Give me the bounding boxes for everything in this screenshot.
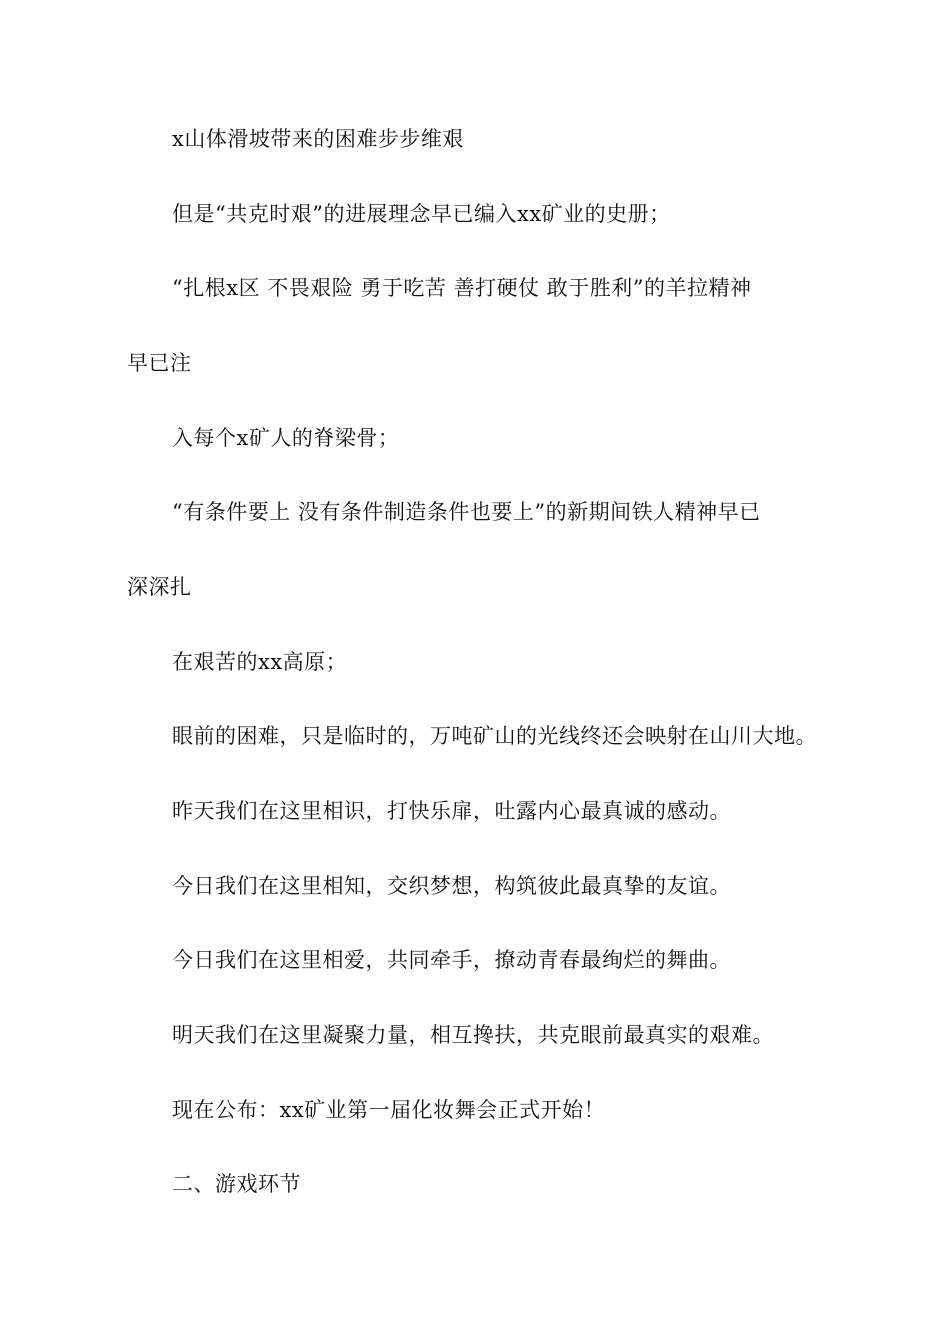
- paragraph-line: “扎根x区 不畏艰险 勇于吃苦 善打硬仗 敢于胜利”的羊拉精神: [172, 276, 752, 300]
- paragraph-line: x山体滑坡带来的困难步步维艰: [172, 127, 464, 151]
- paragraph-line: 入每个x矿人的脊梁骨；: [172, 426, 400, 450]
- paragraph-line: 在艰苦的xx高原；: [172, 650, 348, 674]
- paragraph-line: 今日我们在这里相爱，共同牵手，撩动青春最绚烂的舞曲。: [172, 948, 731, 972]
- paragraph-line: 现在公布：xx矿业第一届化妆舞会正式开始！: [172, 1098, 606, 1122]
- paragraph-line: 深深扎: [127, 575, 192, 599]
- paragraph-line: 今日我们在这里相知，交织梦想，构筑彼此最真挚的友谊。: [172, 874, 731, 898]
- paragraph-line: 眼前的困难，只是临时的，万吨矿山的光线终还会映射在山川大地。: [172, 724, 817, 748]
- paragraph-line: 早已注: [127, 351, 192, 375]
- paragraph-line: 昨天我们在这里相识，打快乐扉，吐露内心最真诚的感动。: [172, 799, 731, 823]
- section-heading: 二、游戏环节: [172, 1172, 301, 1196]
- paragraph-line: 但是“共克时艰”的进展理念早已编入xx矿业的史册；: [172, 202, 671, 226]
- paragraph-line: 明天我们在这里凝聚力量，相互搀扶，共克眼前最真实的艰难。: [172, 1023, 774, 1047]
- paragraph-line: “有条件要上 没有条件制造条件也要上”的新期间铁人精神早已: [172, 500, 761, 524]
